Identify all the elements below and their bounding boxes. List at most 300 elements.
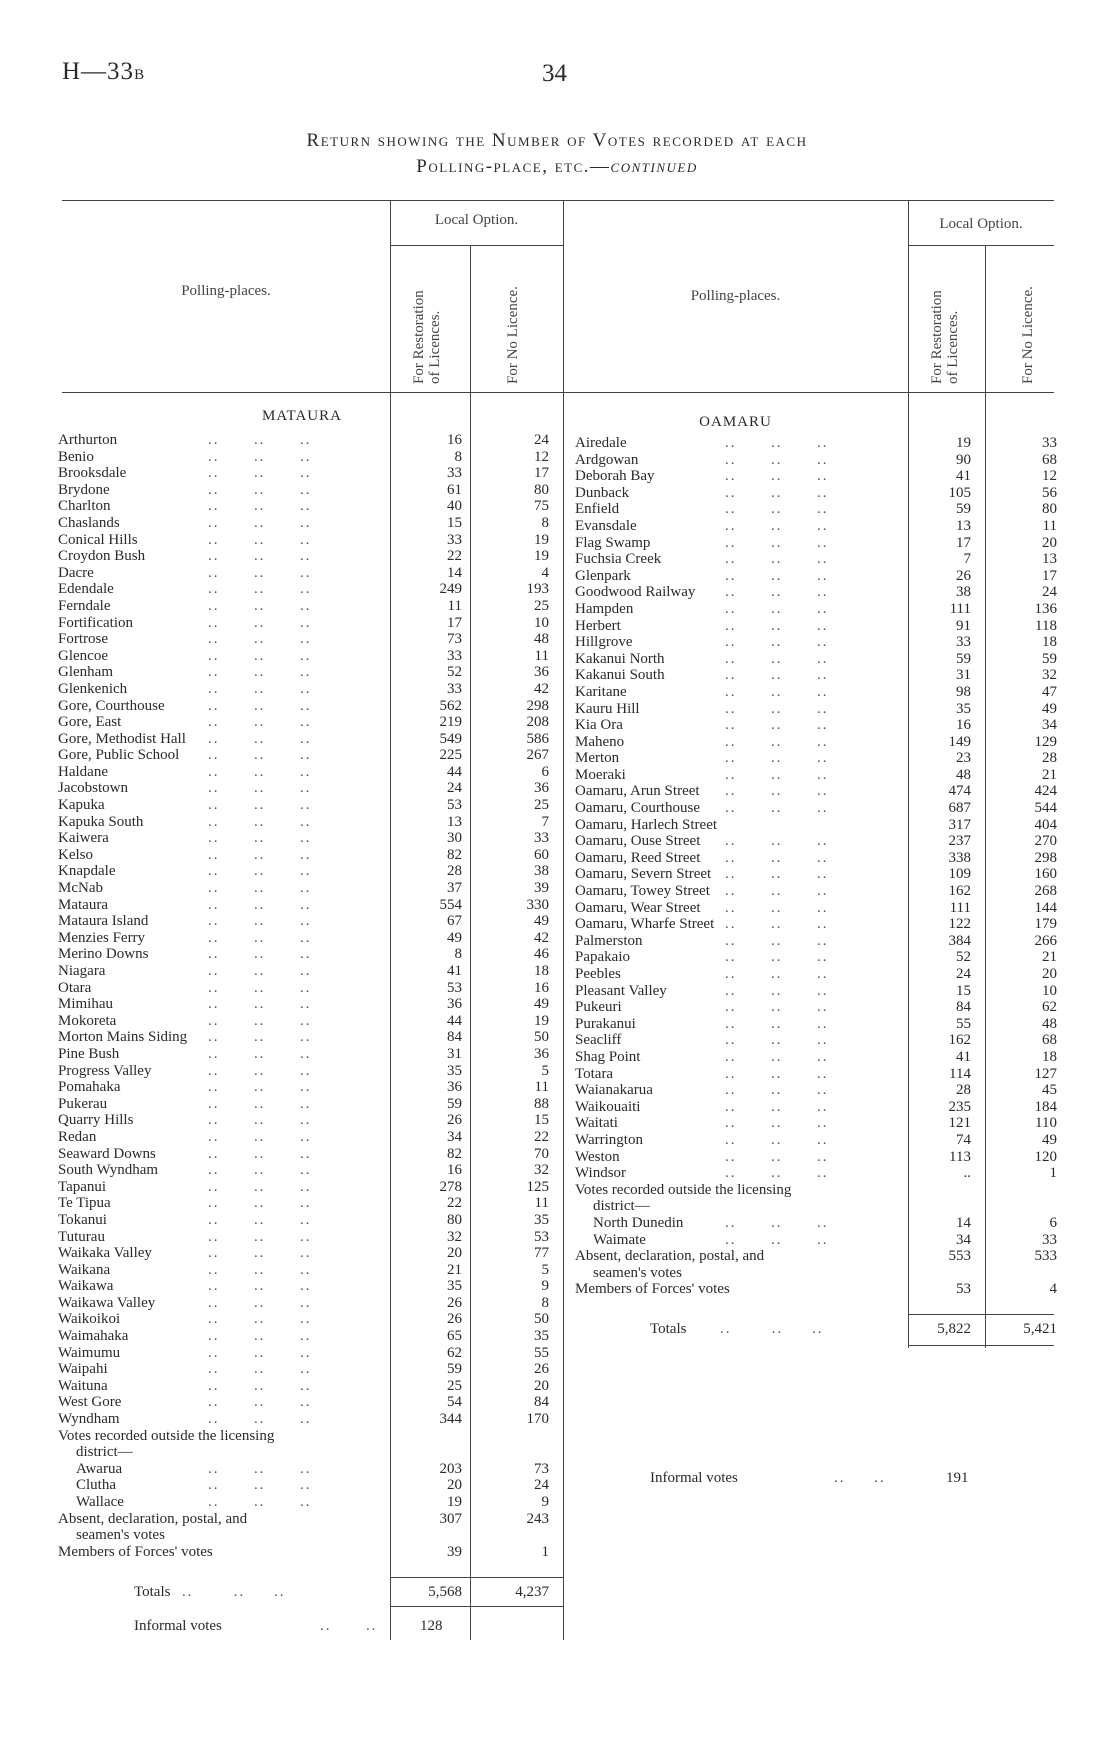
right-totals-dots: .. .. .. bbox=[720, 1321, 824, 1337]
restoration-value: 37 bbox=[447, 880, 462, 897]
leader-dots: .. .. .. bbox=[208, 929, 312, 946]
right-local-option-rule bbox=[908, 245, 1054, 246]
restoration-value: 162 bbox=[948, 1032, 971, 1049]
left-no-licence-heading: For No Licence. bbox=[505, 286, 521, 384]
leader-dots: .. .. .. bbox=[725, 1214, 829, 1231]
leader-dots: .. .. .. bbox=[725, 833, 829, 850]
table-row bbox=[575, 618, 1055, 635]
table-row bbox=[58, 1195, 558, 1212]
leader-dots: .. .. .. bbox=[725, 484, 829, 501]
no-licence-value: 4 bbox=[541, 564, 549, 581]
no-licence-value: 11 bbox=[534, 1195, 549, 1212]
restoration-value: 13 bbox=[447, 813, 462, 830]
right-polling-list bbox=[575, 435, 1055, 1298]
leader-dots: .. .. .. bbox=[208, 614, 312, 631]
restoration-value: 22 bbox=[447, 1195, 462, 1212]
restoration-value: 162 bbox=[948, 883, 971, 900]
leader-dots: .. .. .. bbox=[208, 896, 312, 913]
polling-place-name: Deborah Bay bbox=[575, 468, 655, 485]
table-row bbox=[58, 1311, 558, 1328]
leader-dots: .. .. .. bbox=[208, 697, 312, 714]
table-row bbox=[58, 681, 558, 698]
no-licence-value: 6 bbox=[541, 763, 549, 780]
no-licence-value: 19 bbox=[534, 1012, 549, 1029]
leader-dots: .. .. .. bbox=[208, 498, 312, 515]
no-licence-value: 10 bbox=[534, 614, 549, 631]
leader-dots: .. .. .. bbox=[208, 564, 312, 581]
polling-place-name: Waipahi bbox=[58, 1361, 108, 1378]
no-licence-value: 22 bbox=[534, 1128, 549, 1145]
no-licence-value: 35 bbox=[534, 1328, 549, 1345]
right-informal-dots: .. .. bbox=[834, 1470, 886, 1486]
no-licence-value: 80 bbox=[534, 481, 549, 498]
table-row bbox=[575, 1248, 1055, 1265]
no-licence-value: 266 bbox=[1034, 932, 1057, 949]
restoration-value: 62 bbox=[447, 1344, 462, 1361]
no-licence-value: 48 bbox=[1042, 1015, 1057, 1032]
leader-dots: .. .. .. bbox=[208, 1278, 312, 1295]
no-licence-value: 70 bbox=[534, 1145, 549, 1162]
polling-place-name: Glencoe bbox=[58, 647, 108, 664]
leader-dots: .. .. .. bbox=[208, 664, 312, 681]
leader-dots: .. .. .. bbox=[208, 514, 312, 531]
table-row bbox=[58, 1444, 558, 1461]
restoration-value: 98 bbox=[956, 683, 971, 700]
no-licence-value: 36 bbox=[534, 1045, 549, 1062]
leader-dots: .. .. .. bbox=[208, 963, 312, 979]
restoration-value: 30 bbox=[447, 830, 462, 847]
restoration-value: 203 bbox=[439, 1460, 462, 1477]
polling-place-name: Pukeuri bbox=[575, 999, 622, 1016]
restoration-value: 39 bbox=[447, 1543, 462, 1560]
polling-place-name: Flag Swamp bbox=[575, 534, 651, 551]
leader-dots: .. .. .. bbox=[725, 1148, 829, 1165]
leader-dots: .. .. .. bbox=[725, 966, 829, 982]
leader-dots: .. .. .. bbox=[208, 846, 312, 863]
restoration-value: 14 bbox=[956, 1214, 971, 1231]
restoration-value: 67 bbox=[447, 913, 462, 930]
polling-place-name: Conical Hills bbox=[58, 531, 138, 548]
polling-place-name: Croydon Bush bbox=[58, 548, 146, 565]
no-licence-value: 25 bbox=[534, 597, 549, 614]
no-licence-value: 11 bbox=[534, 1079, 549, 1096]
polling-place-name: Hampden bbox=[575, 600, 634, 617]
restoration-value: 14 bbox=[447, 564, 462, 581]
no-licence-value: 13 bbox=[1042, 551, 1057, 568]
polling-place-name: Dunback bbox=[575, 484, 630, 501]
restoration-value: 32 bbox=[447, 1228, 462, 1245]
right-informal-value: 191 bbox=[946, 1470, 969, 1486]
restoration-value: 59 bbox=[956, 650, 971, 667]
right-polling-places-heading: Polling-places. bbox=[690, 288, 781, 304]
no-licence-value: 129 bbox=[1034, 733, 1057, 750]
restoration-value: 55 bbox=[956, 1015, 971, 1032]
table-row bbox=[58, 565, 558, 582]
restoration-value: 73 bbox=[447, 631, 462, 648]
leader-dots: .. .. .. bbox=[725, 1082, 829, 1099]
table-row bbox=[575, 949, 1055, 966]
polling-place-name: district— bbox=[593, 1198, 650, 1215]
restoration-value: 59 bbox=[447, 1095, 462, 1112]
restoration-value: 111 bbox=[949, 899, 971, 916]
restoration-line2: of Licences. bbox=[427, 310, 443, 384]
no-licence-value: 60 bbox=[534, 846, 549, 863]
table-row bbox=[575, 1232, 1055, 1249]
left-polling-places-heading: Polling-places. bbox=[181, 283, 271, 299]
restoration-value: 28 bbox=[956, 1082, 971, 1099]
page-title-line2 bbox=[0, 156, 1114, 178]
polling-place-name: Waituna bbox=[58, 1377, 108, 1394]
polling-place-name: Oamaru, Wear Street bbox=[575, 899, 701, 916]
restoration-value: 59 bbox=[447, 1361, 462, 1378]
no-licence-value: 7 bbox=[541, 813, 549, 830]
table-row bbox=[575, 783, 1055, 800]
table-row bbox=[575, 568, 1055, 585]
left-informal-label: Informal votes bbox=[134, 1618, 222, 1634]
table-row bbox=[58, 648, 558, 665]
table-row bbox=[58, 1278, 558, 1295]
restoration-value: 35 bbox=[956, 700, 971, 717]
table-row bbox=[58, 1162, 558, 1179]
table-row bbox=[58, 1411, 558, 1428]
no-licence-value: 11 bbox=[534, 647, 549, 664]
table-row bbox=[575, 1198, 1055, 1215]
no-licence-value: 21 bbox=[1042, 766, 1057, 783]
right-totals-bottom-rule bbox=[908, 1345, 1054, 1346]
leader-dots: .. .. .. bbox=[725, 1048, 829, 1065]
leader-dots: .. .. .. bbox=[725, 717, 829, 734]
leader-dots: .. .. .. bbox=[725, 634, 829, 651]
table-row bbox=[58, 880, 558, 897]
table-row bbox=[575, 435, 1055, 452]
polling-place-name: Oamaru, Reed Street bbox=[575, 849, 701, 866]
polling-place-name: Waikana bbox=[58, 1261, 111, 1278]
no-licence-value: 118 bbox=[1035, 617, 1057, 634]
polling-place-name: Evansdale bbox=[575, 517, 637, 534]
polling-place-name: Kauru Hill bbox=[575, 700, 640, 717]
right-totals-top-rule bbox=[908, 1314, 1054, 1315]
table-row bbox=[58, 830, 558, 847]
no-licence-value: 84 bbox=[534, 1394, 549, 1411]
polling-place-name: Waimahaka bbox=[58, 1328, 129, 1345]
restoration-value: 33 bbox=[447, 647, 462, 664]
table-row bbox=[58, 1328, 558, 1345]
polling-place-name: Quarry Hills bbox=[58, 1112, 134, 1129]
no-licence-value: 15 bbox=[534, 1112, 549, 1129]
table-row bbox=[575, 634, 1055, 651]
table-row bbox=[575, 452, 1055, 469]
leader-dots: .. .. .. bbox=[725, 451, 829, 468]
polling-place-name: Members of Forces' votes bbox=[575, 1281, 730, 1298]
leader-dots: .. .. .. bbox=[208, 1411, 312, 1428]
table-row bbox=[575, 1165, 1055, 1182]
right-informal-label: Informal votes bbox=[650, 1470, 738, 1486]
no-licence-value: 46 bbox=[534, 946, 549, 963]
table-row bbox=[575, 999, 1055, 1016]
polling-place-name: Merton bbox=[575, 750, 620, 767]
table-row bbox=[575, 584, 1055, 601]
table-row bbox=[58, 482, 558, 499]
polling-place-name: seamen's votes bbox=[593, 1264, 682, 1281]
table-row bbox=[58, 1394, 558, 1411]
no-licence-value: 45 bbox=[1042, 1082, 1057, 1099]
table-row bbox=[58, 1096, 558, 1113]
restoration-value: 384 bbox=[948, 932, 971, 949]
restoration-value: 149 bbox=[948, 733, 971, 750]
table-row bbox=[58, 1063, 558, 1080]
left-informal-dots: .. .. bbox=[320, 1618, 378, 1634]
restoration-value: 31 bbox=[447, 1045, 462, 1062]
polling-place-name: Mataura Island bbox=[58, 913, 149, 930]
restoration-value: 53 bbox=[447, 979, 462, 996]
no-licence-value: 404 bbox=[1034, 816, 1057, 833]
table-row bbox=[575, 833, 1055, 850]
leader-dots: .. .. .. bbox=[208, 780, 312, 797]
restoration-value: 41 bbox=[956, 468, 971, 485]
leader-dots: .. .. .. bbox=[725, 600, 829, 617]
restoration-value: 474 bbox=[948, 783, 971, 800]
restoration-value: 36 bbox=[447, 1079, 462, 1096]
table-row bbox=[575, 1016, 1055, 1033]
leader-dots: .. .. .. bbox=[208, 1012, 312, 1029]
table-row bbox=[58, 598, 558, 615]
leader-dots: .. .. .. bbox=[208, 747, 312, 764]
table-row bbox=[575, 551, 1055, 568]
polling-place-name: Glenkenich bbox=[58, 680, 128, 697]
leader-dots: .. .. .. bbox=[208, 1079, 312, 1096]
table-row bbox=[58, 980, 558, 997]
table-row bbox=[575, 1082, 1055, 1099]
polling-place-name: Absent, declaration, postal, and bbox=[58, 1510, 248, 1527]
no-licence-value: 28 bbox=[1042, 750, 1057, 767]
restoration-value: 8 bbox=[454, 946, 462, 963]
polling-place-name: Waikawa bbox=[58, 1278, 114, 1295]
restoration-value: 49 bbox=[447, 929, 462, 946]
restoration-value: 21 bbox=[447, 1261, 462, 1278]
polling-place-name: Oamaru, Arun Street bbox=[575, 783, 700, 800]
table-row bbox=[58, 664, 558, 681]
left-totals-dots: .. .. .. bbox=[182, 1584, 286, 1600]
polling-place-name: Waikawa Valley bbox=[58, 1294, 156, 1311]
restoration-value: 553 bbox=[948, 1248, 971, 1265]
leader-dots: .. .. .. bbox=[725, 1098, 829, 1115]
polling-place-name: seamen's votes bbox=[76, 1527, 165, 1544]
table-row bbox=[58, 532, 558, 549]
leader-dots: .. .. .. bbox=[208, 432, 312, 448]
no-licence-value: 33 bbox=[1042, 435, 1057, 451]
table-row bbox=[58, 1345, 558, 1362]
table-row bbox=[575, 701, 1055, 718]
restoration-value: 38 bbox=[956, 584, 971, 601]
polling-place-name: Dacre bbox=[58, 564, 94, 581]
no-licence-value: 179 bbox=[1034, 916, 1057, 933]
leader-dots: .. .. .. bbox=[725, 849, 829, 866]
table-row bbox=[575, 1032, 1055, 1049]
left-totals-top-rule bbox=[390, 1577, 563, 1578]
polling-place-name: Members of Forces' votes bbox=[58, 1543, 213, 1560]
no-licence-value: 17 bbox=[534, 465, 549, 482]
no-licence-value: 53 bbox=[534, 1228, 549, 1245]
polling-place-name: Progress Valley bbox=[58, 1062, 152, 1079]
polling-place-name: Morton Mains Siding bbox=[58, 1029, 188, 1046]
polling-place-name: Votes recorded outside the licensing bbox=[58, 1427, 275, 1444]
restoration-value: 338 bbox=[948, 849, 971, 866]
left-local-option-heading: Local Option. bbox=[434, 212, 519, 228]
leader-dots: .. .. .. bbox=[208, 797, 312, 814]
no-licence-value: 50 bbox=[534, 1311, 549, 1328]
left-totals-no-licence: 4,237 bbox=[515, 1584, 549, 1600]
left-totals-bottom-rule bbox=[390, 1606, 563, 1607]
restoration-value: 34 bbox=[956, 1231, 971, 1248]
table-row bbox=[575, 1149, 1055, 1166]
table-row bbox=[58, 996, 558, 1013]
restoration-value: 121 bbox=[948, 1115, 971, 1132]
no-licence-value: 586 bbox=[526, 730, 549, 747]
right-local-option-heading: Local Option. bbox=[939, 216, 1023, 232]
no-licence-value: 533 bbox=[1034, 1248, 1057, 1265]
leader-dots: .. .. .. bbox=[208, 1344, 312, 1361]
no-licence-value: 35 bbox=[534, 1211, 549, 1228]
no-licence-value: 18 bbox=[534, 963, 549, 979]
table-row bbox=[58, 1245, 558, 1262]
table-row bbox=[575, 651, 1055, 668]
leader-dots: .. .. .. bbox=[208, 597, 312, 614]
polling-place-name: Kia Ora bbox=[575, 717, 623, 734]
table-row bbox=[575, 983, 1055, 1000]
table-row bbox=[575, 535, 1055, 552]
no-licence-value: 270 bbox=[1034, 833, 1057, 850]
no-licence-value: 193 bbox=[526, 581, 549, 598]
code-main: H—33 bbox=[62, 58, 135, 85]
no-licence-value: 36 bbox=[534, 780, 549, 797]
restoration-value: 33 bbox=[447, 680, 462, 697]
restoration-value: 307 bbox=[439, 1510, 462, 1527]
polling-place-name: Oamaru, Harlech Street bbox=[575, 816, 718, 833]
no-licence-value: 42 bbox=[534, 680, 549, 697]
restoration-value: 235 bbox=[948, 1098, 971, 1115]
leader-dots: .. .. .. bbox=[208, 1377, 312, 1394]
right-section-title: OAMARU bbox=[699, 414, 772, 430]
restoration-value: 40 bbox=[447, 498, 462, 515]
table-row bbox=[58, 764, 558, 781]
leader-dots: .. .. .. bbox=[725, 899, 829, 916]
leader-dots: .. .. .. bbox=[208, 830, 312, 847]
right-totals-no-licence: 5,421 bbox=[1023, 1321, 1057, 1337]
polling-place-name: Waikaka Valley bbox=[58, 1245, 152, 1262]
polling-place-name: Ardgowan bbox=[575, 451, 639, 468]
table-row bbox=[575, 750, 1055, 767]
restoration-value: 19 bbox=[447, 1494, 462, 1510]
leader-dots: .. .. .. bbox=[208, 481, 312, 498]
left-restoration-heading bbox=[411, 290, 443, 384]
leader-dots: .. .. .. bbox=[208, 1062, 312, 1079]
table-row bbox=[58, 747, 558, 764]
no-licence-value: 34 bbox=[1042, 717, 1057, 734]
leader-dots: .. .. .. bbox=[725, 650, 829, 667]
table-row bbox=[575, 1049, 1055, 1066]
restoration-value: 26 bbox=[447, 1311, 462, 1328]
no-licence-value: 49 bbox=[534, 996, 549, 1013]
restoration-value: 36 bbox=[447, 996, 462, 1013]
table-row bbox=[58, 1511, 558, 1528]
table-row bbox=[575, 900, 1055, 917]
restoration-value: 84 bbox=[956, 999, 971, 1016]
polling-place-name: Menzies Ferry bbox=[58, 929, 146, 946]
restoration-value: 16 bbox=[447, 432, 462, 448]
polling-place-name: Kakanui South bbox=[575, 667, 665, 684]
polling-place-name: Windsor bbox=[575, 1165, 627, 1182]
table-row bbox=[58, 631, 558, 648]
polling-place-name: Mimihau bbox=[58, 996, 113, 1013]
table-row bbox=[58, 731, 558, 748]
polling-place-name: North Dunedin bbox=[593, 1214, 684, 1231]
polling-place-name: Warrington bbox=[575, 1131, 643, 1148]
polling-place-name: district— bbox=[76, 1444, 133, 1461]
table-row bbox=[575, 1265, 1055, 1282]
table-row bbox=[575, 734, 1055, 751]
table-row bbox=[58, 1477, 558, 1494]
no-licence-value: 73 bbox=[534, 1460, 549, 1477]
polling-place-name: Gore, East bbox=[58, 714, 122, 731]
no-licence-value: 424 bbox=[1034, 783, 1057, 800]
restoration-value: 34 bbox=[447, 1128, 462, 1145]
no-licence-value: 17 bbox=[1042, 567, 1057, 584]
leader-dots: .. .. .. bbox=[725, 883, 829, 900]
polling-place-name: Jacobstown bbox=[58, 780, 128, 797]
table-row bbox=[58, 1229, 558, 1246]
no-licence-value: 170 bbox=[526, 1411, 549, 1428]
no-licence-value: 49 bbox=[534, 913, 549, 930]
no-licence-value: 160 bbox=[1034, 866, 1057, 883]
leader-dots: .. .. .. bbox=[725, 667, 829, 684]
no-licence-value: 184 bbox=[1034, 1098, 1057, 1115]
leader-dots: .. .. .. bbox=[208, 1178, 312, 1195]
no-licence-value: 42 bbox=[534, 929, 549, 946]
restoration-value: 82 bbox=[447, 846, 462, 863]
table-row bbox=[58, 1494, 558, 1511]
leader-dots: .. .. .. bbox=[208, 1211, 312, 1228]
polling-place-name: Seacliff bbox=[575, 1032, 622, 1049]
no-licence-value: 38 bbox=[534, 863, 549, 880]
no-licence-value: 243 bbox=[526, 1510, 549, 1527]
no-licence-value: 267 bbox=[526, 747, 549, 764]
no-licence-value: 39 bbox=[534, 880, 549, 897]
polling-place-name: Peebles bbox=[575, 966, 621, 982]
no-licence-value: 20 bbox=[534, 1377, 549, 1394]
leader-dots: .. .. .. bbox=[208, 1361, 312, 1378]
restoration-value: 20 bbox=[447, 1477, 462, 1494]
table-row bbox=[575, 1215, 1055, 1232]
leader-dots: .. .. .. bbox=[208, 730, 312, 747]
no-licence-value: 5 bbox=[541, 1261, 549, 1278]
table-row bbox=[58, 1079, 558, 1096]
polling-place-name: Gore, Courthouse bbox=[58, 697, 165, 714]
restoration-value: 16 bbox=[447, 1162, 462, 1179]
restoration-value: 20 bbox=[447, 1245, 462, 1262]
leader-dots: .. .. .. bbox=[208, 863, 312, 880]
table-row bbox=[58, 1428, 558, 1445]
restoration-value: 114 bbox=[949, 1065, 971, 1082]
restoration-value: 562 bbox=[439, 697, 462, 714]
table-row bbox=[58, 1013, 558, 1030]
table-row bbox=[575, 1182, 1055, 1199]
leader-dots: .. .. .. bbox=[725, 999, 829, 1016]
leader-dots: .. .. .. bbox=[208, 1195, 312, 1212]
table-row bbox=[575, 817, 1055, 834]
polling-place-name: Fortrose bbox=[58, 631, 108, 648]
leader-dots: .. .. .. bbox=[208, 1261, 312, 1278]
leader-dots: .. .. .. bbox=[208, 996, 312, 1013]
